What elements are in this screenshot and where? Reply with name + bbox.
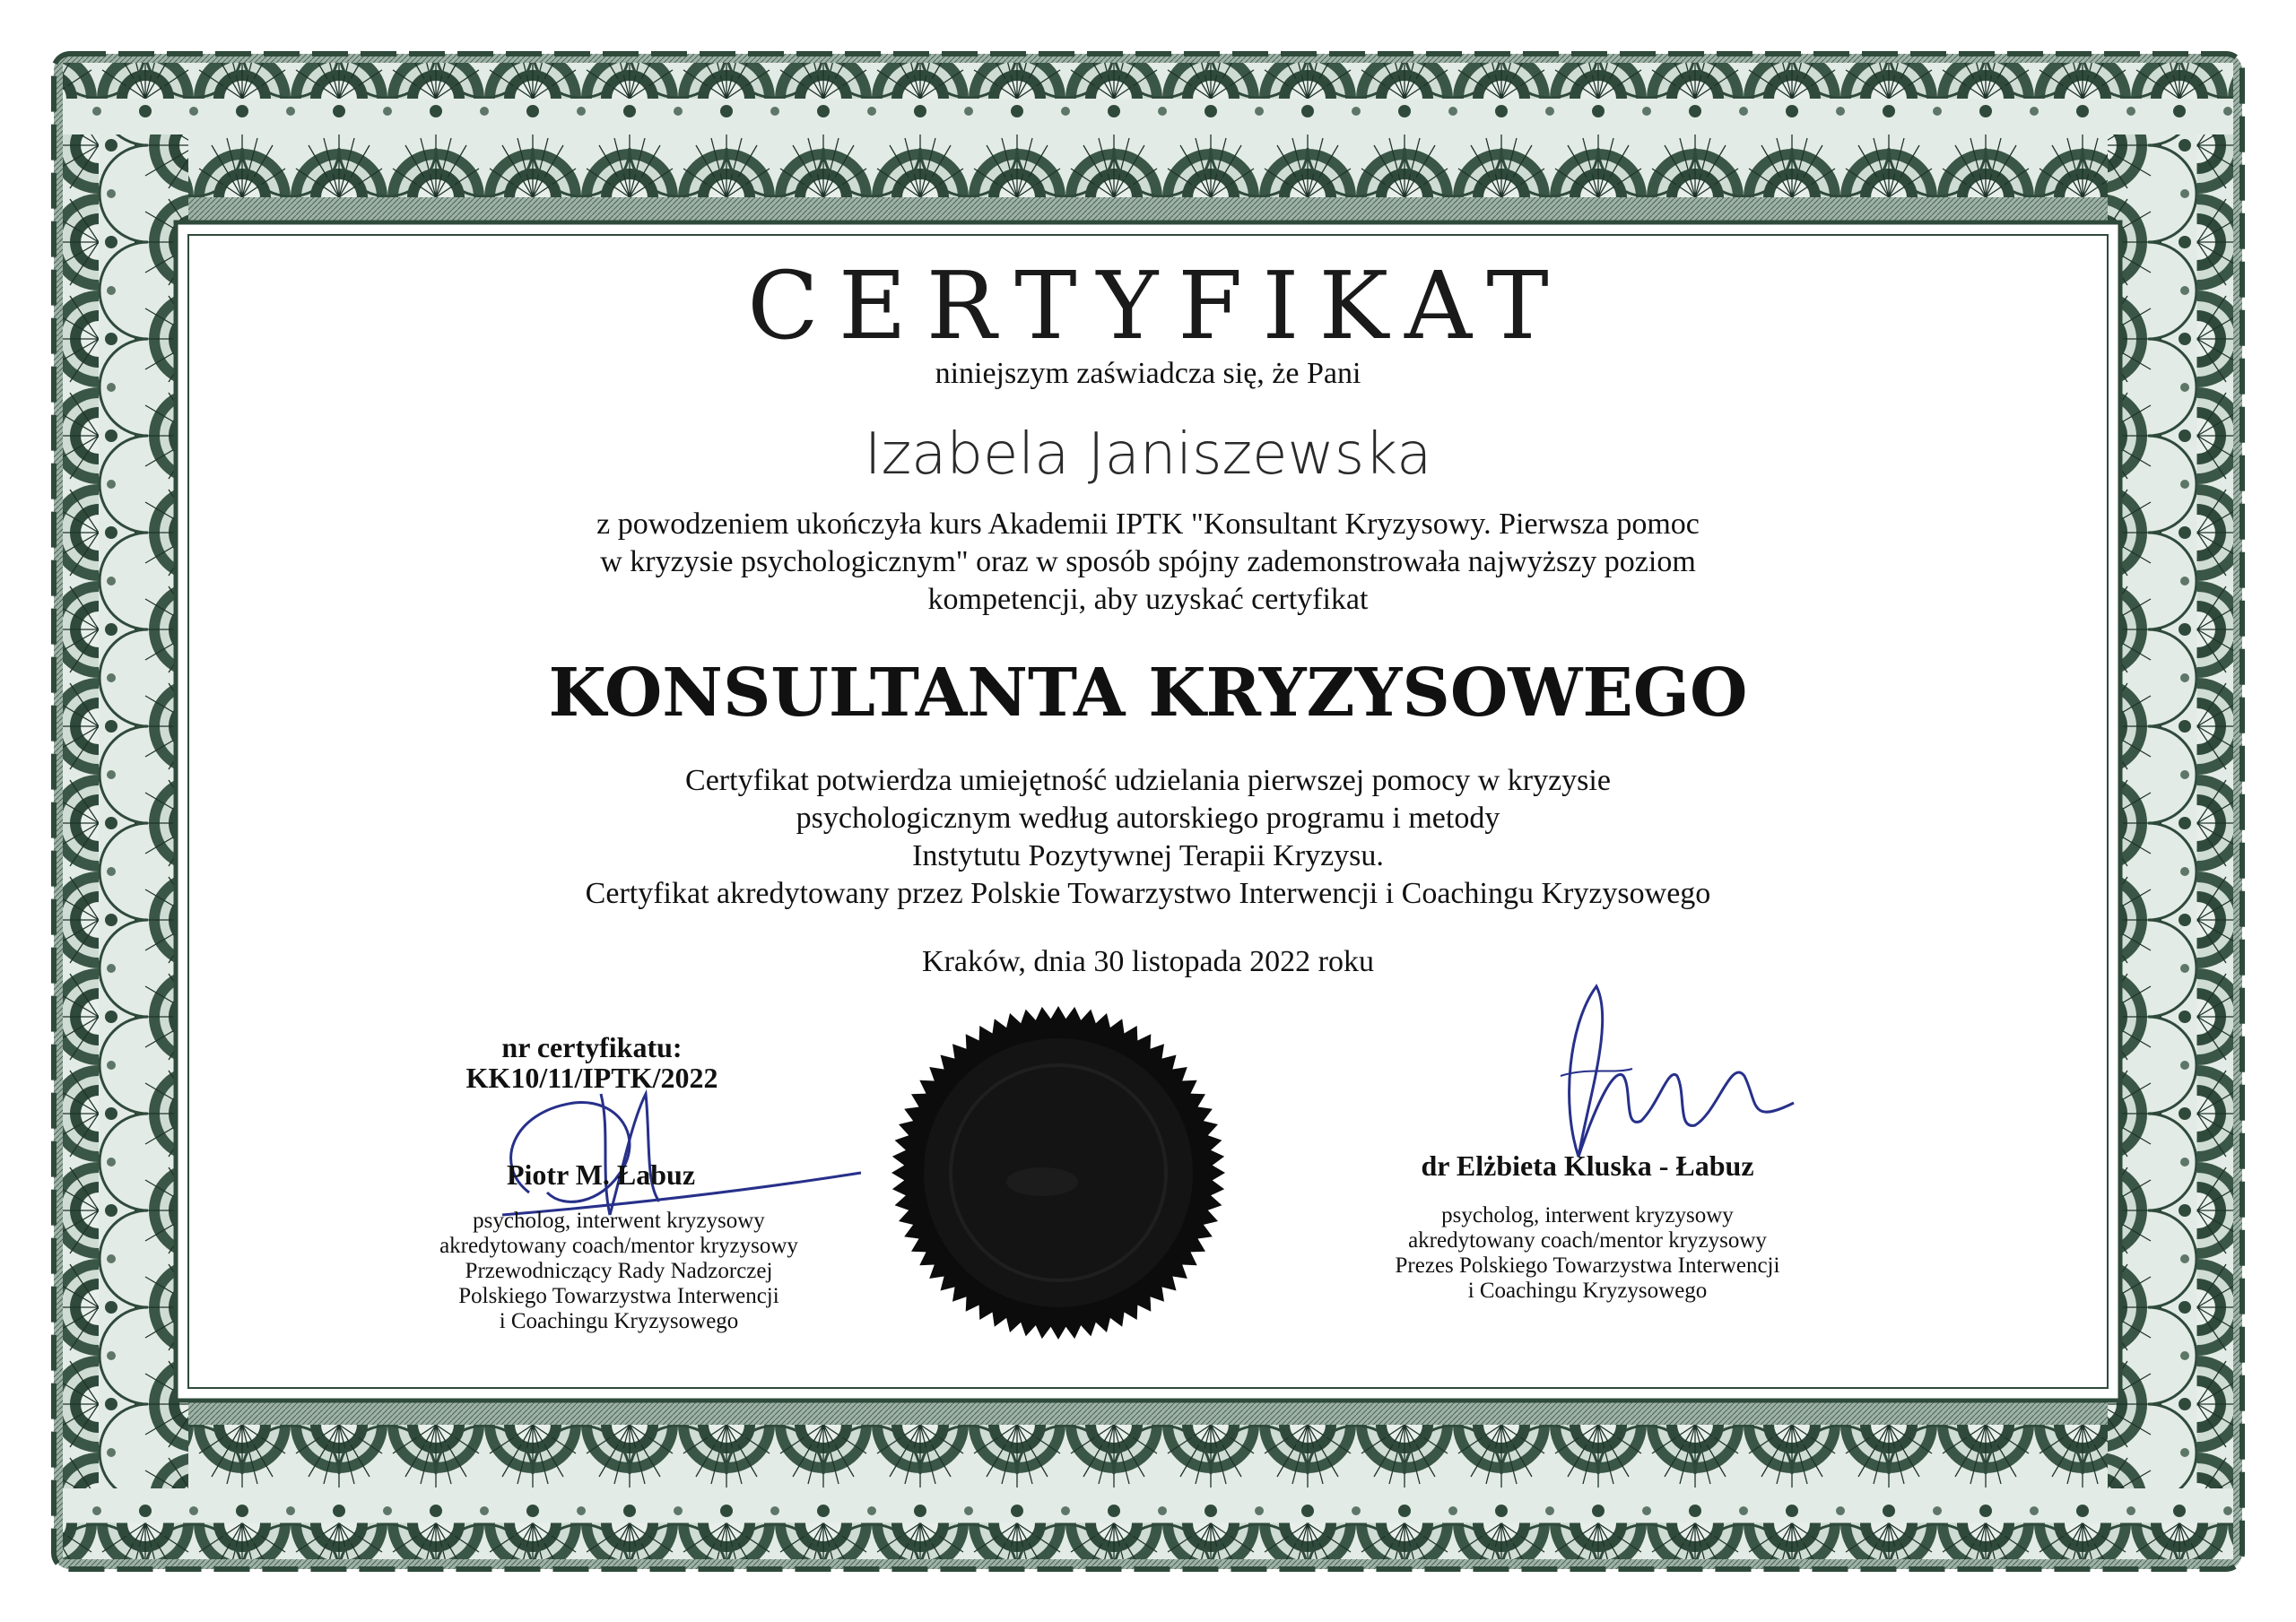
signatory-name: dr Elżbieta Kluska - Łabuz xyxy=(1421,1149,1754,1182)
issue-date: Kraków, dnia 30 listopada 2022 roku xyxy=(922,945,1374,978)
description-line: Instytutu Pozytywnej Terapii Kryzysu. xyxy=(912,839,1384,872)
signatory-role-line: akredytowany coach/mentor kryzysowy xyxy=(439,1234,798,1258)
signatory-role-line: i Coachingu Kryzysowego xyxy=(499,1309,739,1333)
certificate-heading: KONSULTANTA KRYZYSOWEGO xyxy=(548,655,1748,732)
signatory-roles xyxy=(359,1209,879,1334)
signatory-role-line: psycholog, interwent kryzysowy xyxy=(473,1209,765,1233)
signatory-name: Piotr M. Łabuz xyxy=(506,1158,696,1191)
signatory-role-line: Przewodniczący Rady Nadzorczej xyxy=(465,1259,773,1283)
signatory-role-line: Polskiego Towarzystwa Interwencji xyxy=(458,1284,779,1308)
certificate-title: CERTYFIKAT xyxy=(747,251,1569,360)
body-line: kompetencji, aby uzyskać certyfikat xyxy=(927,583,1369,616)
signatory-role-line: psycholog, interwent kryzysowy xyxy=(1441,1203,1734,1227)
certificate-number-label: nr certyfikatu: xyxy=(501,1031,683,1063)
certificate-number: KK10/11/IPTK/2022 xyxy=(465,1062,718,1094)
embossed-seal-icon xyxy=(888,1002,1229,1343)
signatory-role-line: akredytowany coach/mentor kryzysowy xyxy=(1408,1228,1767,1253)
body-line: z powodzeniem ukończyła kurs Akademii IPTK "Konsultant Kryzysowy. Pierwsza pomoc xyxy=(596,507,1700,541)
signatory-role-line: i Coachingu Kryzysowego xyxy=(1467,1279,1708,1303)
signatory-roles xyxy=(1309,1203,1866,1304)
description-line: psychologicznym według autorskiego programu i metody xyxy=(796,802,1500,835)
body-line: w kryzysie psychologicznym" oraz w sposób spójny zademonstrowała najwyższy poziom xyxy=(600,545,1696,578)
recipient-name: Izabela Janiszewska xyxy=(864,421,1432,488)
certificate-subtitle: niniejszym zaświadcza się, że Pani xyxy=(935,357,1361,390)
signatory-role-line: Prezes Polskiego Towarzystwa Interwencji xyxy=(1395,1253,1780,1278)
description-line: Certyfikat potwierdza umiejętność udzielania pierwszej pomocy w kryzysie xyxy=(685,764,1611,797)
description-line: Certyfikat akredytowany przez Polskie Towarzystwo Interwencji i Coachingu Kryzysowego xyxy=(585,877,1711,910)
